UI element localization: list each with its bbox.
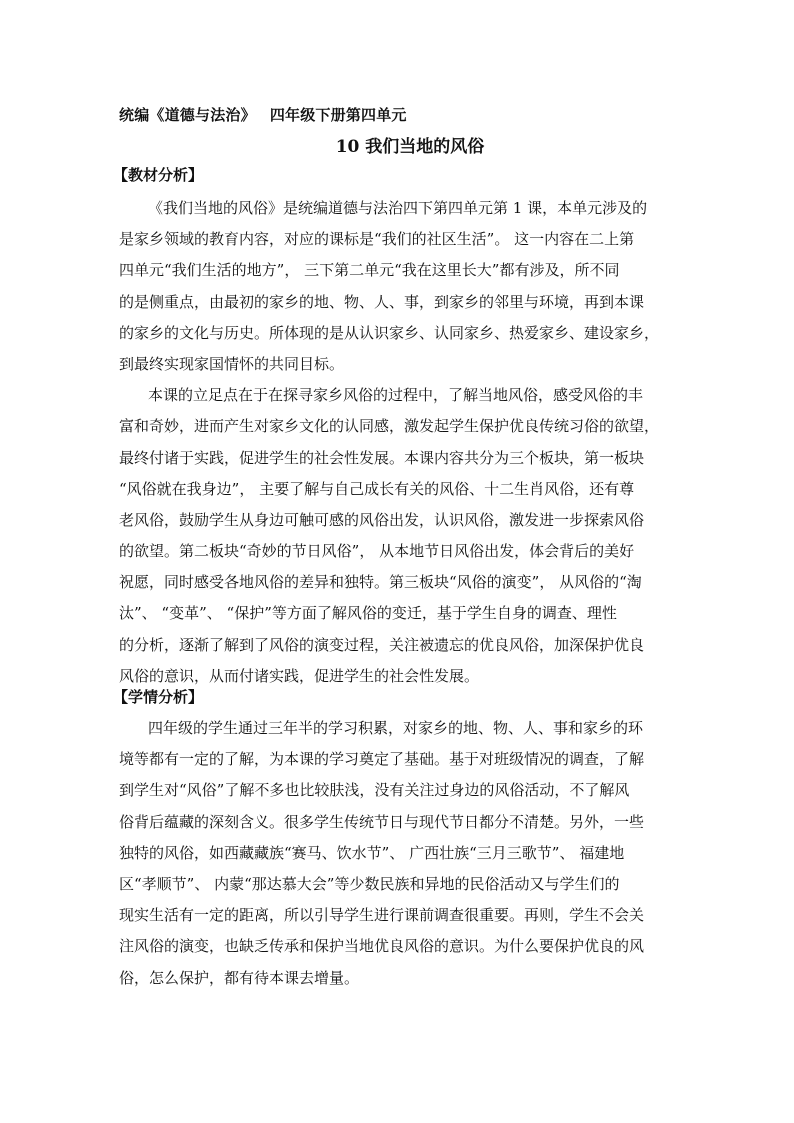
textbook-name: 统编《道德与法治》 [119,106,256,124]
text-line: 是家乡领域的教育内容，对应的课标是“我们的社区生活”。 这一内容在二上第 [119,230,635,249]
text-line: 老风俗，鼓励学生从身边可触可感的风俗出发，认识风俗，激发进一步探索风俗 [119,510,645,529]
text-line: 俗，怎么保护，都有待本课去增量。 [119,968,360,987]
text-line: 汰”、 “变革”、 “保护”等方面了解风俗的变迁，基于学生自身的调查、理性 [119,604,617,623]
paragraph [119,713,679,994]
text-line: 的欲望。第二板块“奇妙的节日风俗”， 从本地节日风俗出发，体会背后的美好 [119,542,635,561]
text-line: 独特的风俗，如西藏藏族“赛马、饮水节”、 广西壮族“三月三歌节”、 福建地 [119,843,625,862]
text-line: 最终付诸于实践，促进学生的社会性发展。本课内容共分为三个板块，第一板块 [119,448,645,467]
section-body-student-analysis [119,713,679,994]
text-line: 到学生对“风俗”了解不多也比较肤浅，没有关注过身边的风俗活动，不了解风 [119,781,630,800]
text-line: 的分析，逐渐了解到了风俗的演变过程，关注被遗忘的优良风俗，加深保护优良 [119,635,645,654]
section-heading-textbook-analysis: 【教材分析】 [113,166,204,184]
text-line: 《我们当地的风俗》是统编道德与法治四下第四单元第 1 课，本单元涉及的 [148,199,648,217]
text-line: 风俗的意识，从而付诸实践，促进学生的社会性发展。 [119,666,480,685]
paragraph [119,193,679,380]
text-line: 四年级的学生通过三年半的学习积累，对家乡的地、物、人、事和家乡的环 [148,719,644,737]
section-heading-student-analysis: 【学情分析】 [113,688,204,706]
text-line: 境等都有一定的了解，为本课的学习奠定了基础。基于对班级情况的调查，了解 [119,750,645,769]
text-line: 祝愿，同时感受各地风俗的差异和独特。第三板块“风俗的演变”， 从风俗的“淘 [119,573,642,592]
text-line: 现实生活有一定的距离，所以引导学生进行课前调查很重要。再则，学生不会关 [119,906,645,925]
document-header [119,104,407,125]
text-line: 的是侧重点，由最初的家乡的地、物、人、事，到家乡的邻里与环境，再到本课 [119,292,645,311]
text-line: 俗背后蕴藏的深刻含义。很多学生传统节日与现代节日都分不清楚。另外，一些 [119,812,645,831]
text-line: 本课的立足点在于在探寻家乡风俗的过程中，了解当地风俗，感受风俗的丰 [148,386,644,405]
text-line: 的家乡的文化与历史。所体现的是从认识家乡、认同家乡、热爱家乡、建设家乡， [119,323,660,342]
text-line: 富和奇妙，进而产生对家乡文化的认同感，激发起学生保护优良传统习俗的欲望， [119,417,660,436]
text-line: “风俗就在我身边”， 主要了解与自己成长有关的风俗、十二生肖风俗，还有尊 [119,479,635,498]
section-body-textbook-analysis [119,193,679,692]
paragraph [119,380,679,692]
text-line: 到最终实现家国情怀的共同目标。 [119,354,345,373]
text-line: 注风俗的演变，也缺乏传承和保护当地优良风俗的意识。为什么要保护优良的风 [119,937,645,956]
unit-name: 四年级下册第四单元 [269,106,407,124]
text-line: 区“孝顺节”、 内蒙“那达慕大会”等少数民族和异地的民俗活动又与学生们的 [119,874,620,893]
text-line: 四单元“我们生活的地方”， 三下第二单元“我在这里长大”都有涉及，所不同 [119,261,620,280]
lesson-title: 10 我们当地的风俗 [335,137,485,157]
